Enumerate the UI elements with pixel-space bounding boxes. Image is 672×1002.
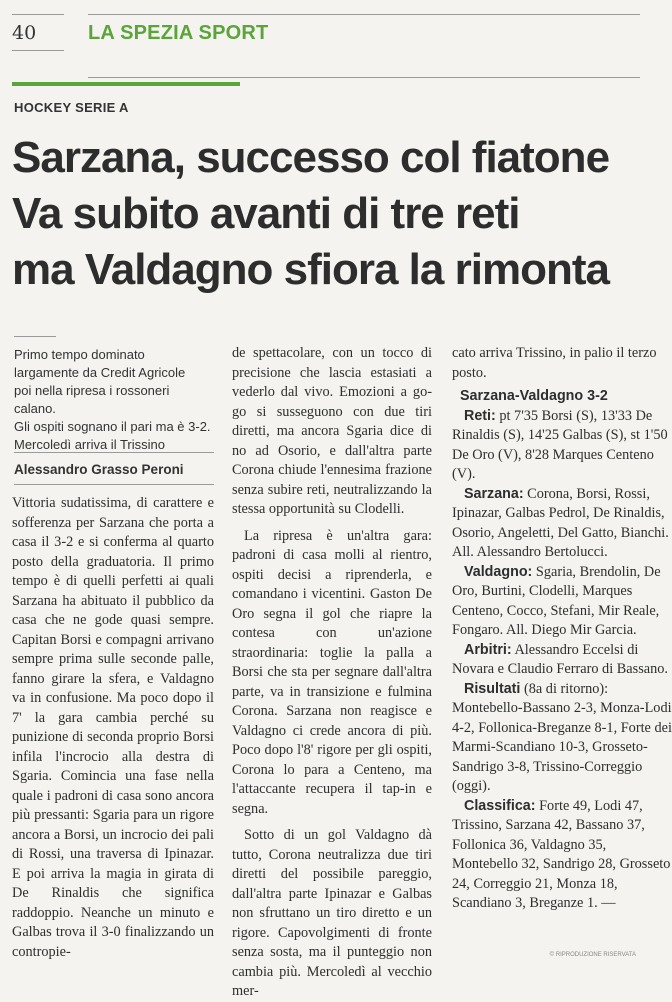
- top-rule-right: [88, 14, 640, 15]
- copyright-notice: © RIPRODUZIONE RISERVATA: [549, 952, 636, 958]
- standings-label: Classifica:: [464, 797, 536, 814]
- results-label: Risultati: [464, 680, 521, 697]
- top-rule-left: [12, 14, 64, 15]
- standings: [452, 797, 672, 914]
- referees-label: Arbitri:: [464, 641, 512, 658]
- green-accent-bar: [12, 82, 240, 86]
- page-number: 40: [12, 22, 37, 44]
- lineup-valdagno-text: Sgaria, Brendolin, De Oro, Burtini, Clodelli, Marques Centeno, Cocco, Stefani, Mir Reale, Fongaro. All. Diego Mir Garcia.: [452, 563, 661, 638]
- referees-text: Alessandro Eccelsi di Novara e Claudio Ferraro di Bassano.: [452, 641, 668, 677]
- summary-line: Primo tempo dominato: [14, 347, 145, 362]
- article-kicker: HOCKEY SERIE A: [14, 100, 129, 115]
- lineup-valdagno: [452, 563, 672, 641]
- section-title: LA SPEZIA SPORT: [88, 22, 269, 44]
- scorers: [452, 407, 672, 485]
- summary-rule: [14, 336, 56, 337]
- body-paragraph: de spettacolare, con un tocco di precisione che lascia estasiati a vederlo dal vivo. Emozioni a go-go si susseguono con due tiri diretti, ma ancora Sgaria dice di no ad Osorio, e dall'altra parte Corona chiude l'ennesima frazione senza subire reti, neutralizzando la stessa opportunità su Clodelli.: [232, 345, 432, 517]
- lineup-sarzana: [452, 485, 672, 563]
- article-author: Alessandro Grasso Peroni: [14, 462, 184, 477]
- results-text: (8a di ritorno): Montebello-Bassano 2-3, Monza-Lodi 4-2, Follonica-Breganze 8-1, Forte dei Marmi-Scandiano 10-3, Grosseto-Sandrigo 3-8, Trissino-Correggio (oggi).: [452, 680, 672, 794]
- headline-line-3: ma Valdagno sfiora la rimonta: [12, 245, 609, 294]
- summary-line: poi nella ripresa i rossoneri calano.: [14, 383, 170, 416]
- standings-text: Forte 49, Lodi 47, Trissino, Sarzana 42, Bassano 37, Follonica 36, Valdagno 35, Montebello 32, Sandrigo 28, Grosseto 24, Correggio 21, Monza 18, Scandiano 3, Breganze 1. —: [452, 797, 671, 911]
- scorers-label: Reti:: [464, 407, 496, 424]
- results: [452, 680, 672, 797]
- author-rule: [14, 452, 214, 453]
- lineup-sarzana-label: Sarzana:: [464, 485, 524, 502]
- article-column-3: [452, 344, 672, 914]
- header-divider: [88, 77, 640, 78]
- lineup-valdagno-label: Valdagno:: [464, 563, 533, 580]
- author-rule-bottom: [14, 484, 214, 485]
- article-summary: [14, 346, 214, 454]
- body-paragraph: La ripresa è un'altra gara: padroni di casa molli al rientro, ospiti decisi a riprenderla, e comandano i vicentini. Gaston De Oro segna il gol che riapre la contesa con un'azione straordinaria: toglie la palla a Borsi che sta per segnare dall'altra parte, va in transizione e fulmina Corona. Sarzana non reagisce e Valdagno ci crede ancora di più. Poco dopo l'8' rigore per gli ospiti, Corona lo para a Centeno, ma l'attaccante recupera il tap-in e segna.: [232, 527, 432, 817]
- summary-line: largamente da Credit Agricole: [14, 365, 186, 380]
- referees: [452, 641, 672, 680]
- summary-line: Mercoledì arriva il Trissino: [14, 437, 165, 452]
- body-paragraph: Sotto di un gol Valdagno dà tutto, Corona neutralizza due tiri diretti del possibile pareggio, dall'altra parte Ipinazar e Galbas non sfruttano un tiro diretto e un rigore. Capovolgimenti di fronte senza sosta, ma il punteggio non cambia più. Mercoledì al vecchio mer-: [232, 827, 432, 999]
- body-paragraph: cato arriva Trissino, in palio il terzo posto.: [452, 345, 657, 381]
- lineup-sarzana-text: Corona, Borsi, Rossi, Ipinazar, Galbas Pedrol, De Rinaldis, Osorio, Angeletti, Del Gatto, Bianchi. All. Alessandro Bertolucci.: [452, 485, 669, 560]
- scorers-text: pt 7'35 Borsi (S), 13'33 De Rinaldis (S), 14'25 Galbas (S), st 1'50 De Oro (V), 8'28 Marques Centeno (V).: [452, 407, 668, 482]
- match-score: Sarzana-Valdagno 3-2: [460, 388, 608, 404]
- top-rule-left-bottom: [12, 50, 64, 51]
- headline-line-2: Va subito avanti di tre reti: [12, 189, 520, 238]
- article-column-1: [12, 494, 214, 962]
- headline-line-1: Sarzana, successo col fiatone: [12, 133, 610, 182]
- body-paragraph: Vittoria sudatissima, di carattere e sofferenza per Sarzana che porta a casa il 3-2 e si conferma al quarto posto della graduatoria. Il primo tempo è di quelli perfetti ai quali Sarzana ha abituato il pubblico da casa che ne gode quasi sempre. Capitan Borsi e compagni arrivano sempre prima sulle seconde palle, fanno girare la sfera, e Valdagno va in confusione. Ma poco dopo il 7' la gara cambia perché su punizione di seconda proprio Borsi infila l'incrocio alla destra di Sgaria. Comincia una fase nella quale i padroni di casa sono ancora più pressanti: Sgaria para un rigore ancora a Borsi, un incrocio dei pali di Rossi, una traversa di Ipinazar. E poi arriva la magia in girata di De Rinaldis che significa raddoppio. Neanche un minuto e Galbas trova il 3-0 finalizzando un contropie-: [12, 495, 214, 960]
- article-column-2: [232, 344, 432, 1002]
- summary-line: Gli ospiti sognano il pari ma è 3-2.: [14, 419, 211, 434]
